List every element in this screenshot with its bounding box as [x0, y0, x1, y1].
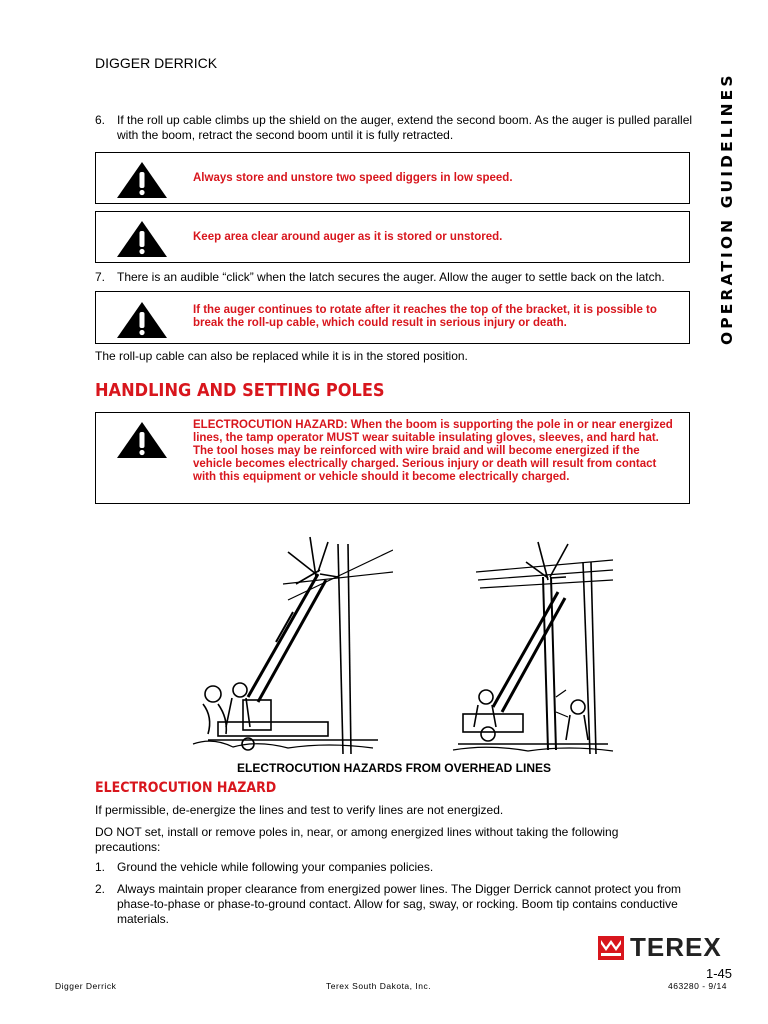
figure-caption: ELECTROCUTION HAZARDS FROM OVERHEAD LINES	[236, 761, 551, 775]
section-heading: HANDLING AND SETTING POLES	[95, 380, 385, 401]
side-section-title: OPERATION GUIDELINES	[718, 72, 736, 345]
warning-text: ELECTROCUTION HAZARD: When the boom is supporting the pole in or near energized lines, the tamp operator MUST wear suitable insulating gloves, sleeves, and hard hat. The tool hoses may be reinforced with wire braid and will become energized if the vehicle becomes electrically charged. Serious injury or death will result from contact with this equipment or vehicle should it become electrically charged.	[193, 419, 673, 483]
paragraph: DO NOT set, install or remove poles in, near, or among energized lines without taking the following precautions:	[95, 825, 619, 854]
warning-box	[95, 152, 690, 204]
step-7	[95, 270, 695, 285]
sub-heading: ELECTROCUTION HAZARD	[95, 780, 277, 796]
warning-triangle-icon	[116, 220, 168, 258]
precaution-text: Always maintain proper clearance from energized power lines. The Digger Derrick cannot protect you from phase-to-phase or phase-to-ground contact. Allow for sag, sway, or rocking. Boom tip contains conductive materials.	[117, 882, 682, 926]
footer-doc-number: 463280 - 9/14	[668, 981, 727, 991]
step-number: 6.	[95, 113, 106, 127]
precaution-text: Ground the vehicle while following your companies policies.	[117, 860, 434, 874]
warning-text: Keep area clear around auger as it is stored or unstored.	[193, 231, 503, 243]
step-text: If the roll up cable climbs up the shield on the auger, extend the second boom. As the auger is pulled parallel with the boom, retract the second boom until it is fully retracted.	[117, 113, 693, 142]
electrocution-warning-box	[95, 412, 690, 504]
warning-box	[95, 211, 690, 263]
terex-logo	[598, 932, 722, 963]
terex-crown-icon	[598, 936, 624, 960]
warning-box	[95, 291, 690, 344]
boom-hits-line-illustration	[188, 522, 393, 757]
precaution-item	[95, 860, 695, 875]
warning-text: Always store and unstore two speed diggers in low speed.	[193, 172, 513, 184]
warning-triangle-icon	[116, 301, 168, 339]
step-number: 7.	[95, 270, 106, 284]
pole-hits-line-illustration	[448, 522, 618, 757]
precaution-number: 2.	[95, 882, 106, 896]
warning-triangle-icon	[116, 161, 168, 199]
step-text: There is an audible “click” when the latch secures the auger. Allow the auger to settle back on the latch.	[117, 270, 665, 284]
page-header-title: DIGGER DERRICK	[95, 55, 218, 71]
page-number: 1-45	[706, 966, 733, 981]
warning-text: If the auger continues to rotate after it reaches the top of the bracket, it is possible to break the roll-up cable, which could result in serious injury or death.	[193, 304, 657, 329]
warning-triangle-icon	[116, 421, 168, 459]
footer-center: Terex South Dakota, Inc.	[326, 981, 432, 991]
step-6	[95, 113, 695, 143]
paragraph: If permissible, de-energize the lines and test to verify lines are not energized.	[95, 803, 504, 817]
footer-left: Digger Derrick	[55, 981, 117, 991]
precaution-item	[95, 882, 695, 927]
roll-up-note: The roll-up cable can also be replaced while it is in the stored position.	[95, 349, 468, 363]
precaution-number: 1.	[95, 860, 106, 874]
terex-logo-text: TEREX	[630, 932, 722, 962]
